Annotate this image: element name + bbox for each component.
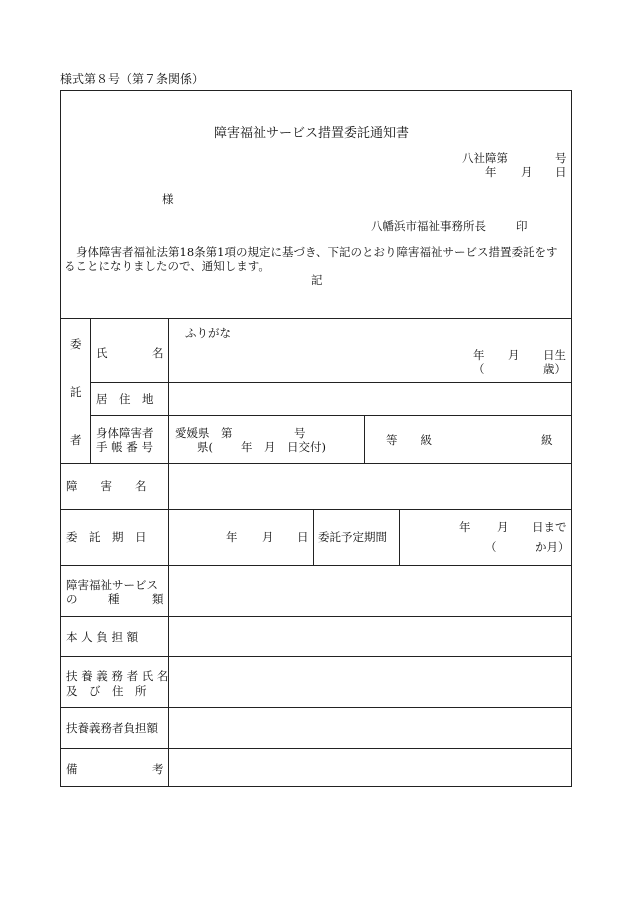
supporter-name-label: 扶 養 義 務 者 氏 名 — [66, 669, 169, 683]
handbook-label-line-2: 手 帳 番 号 — [96, 440, 153, 454]
ki-mark: 記 — [311, 273, 323, 287]
birth-day-label: 日生 — [543, 348, 566, 362]
group-label-char-1: 委 — [70, 337, 82, 351]
handbook-label-line-1: 身体障害者 — [96, 426, 154, 440]
commission-month: 月 — [262, 530, 274, 544]
period-column-divider-1 — [313, 509, 314, 565]
planned-period-label: 委託予定期間 — [318, 530, 387, 544]
handbook-value-issue-date: 年 月 日交付) — [241, 440, 326, 454]
age-open-paren: （ — [473, 362, 485, 376]
remarks-label-char-2: 考 — [152, 762, 164, 776]
birth-year-label: 年 — [473, 348, 485, 362]
commission-day: 日 — [297, 530, 309, 544]
issue-year: 年 — [485, 165, 497, 179]
row-divider-disability — [60, 509, 572, 510]
row-divider-self-burden — [60, 656, 572, 657]
planned-months-close: か月） — [535, 540, 570, 554]
form-number-label: 様式第８号（第７条関係） — [60, 72, 205, 86]
supporter-burden-label: 扶養義務者負担額 — [66, 721, 158, 735]
grade-unit: 級 — [541, 433, 553, 447]
remarks-label-char-1: 備 — [66, 762, 78, 776]
self-burden-label: 本 人 負 担 額 — [66, 630, 139, 644]
commission-date-label: 委 託 期 日 — [66, 530, 147, 544]
disability-name-label: 障 害 名 — [66, 479, 147, 493]
planned-month: 月 — [497, 520, 509, 534]
body-text-line-2: ることになりましたので、通知します。 — [64, 259, 270, 273]
row-divider-handbook — [60, 463, 572, 464]
issue-day: 日 — [555, 165, 567, 179]
name-label-char-2: 名 — [152, 346, 164, 360]
row-divider-supporter — [60, 707, 572, 708]
service-type-label-line-1: 障害福祉サービス — [66, 578, 158, 592]
group-label-char-3: 者 — [70, 433, 82, 447]
group-column-divider — [90, 318, 91, 463]
seal-mark: 印 — [516, 219, 528, 233]
addressee-honorific: 様 — [162, 192, 174, 206]
handbook-value-prefecture: 愛媛県 第 — [175, 426, 233, 440]
grade-column-divider — [364, 415, 365, 463]
issuer-name: 八幡浜市福祉事務所長 — [371, 219, 486, 233]
row-divider-supporter-burden — [60, 748, 572, 749]
doc-number-prefix: 八社障第 — [462, 151, 508, 165]
label-column-divider — [168, 318, 169, 787]
birth-month-label: 月 — [508, 348, 520, 362]
planned-until: 日まで — [532, 520, 567, 534]
planned-year: 年 — [459, 520, 471, 534]
group-label-char-2: 託 — [70, 385, 82, 399]
furigana-label: ふりがな — [185, 326, 231, 340]
row-divider-address — [90, 415, 572, 416]
doc-number-suffix: 号 — [555, 151, 567, 165]
service-type-label-no: の — [66, 592, 78, 606]
address-label: 居 住 地 — [96, 392, 154, 406]
planned-months-open-paren: （ — [485, 540, 497, 554]
table-top-border — [60, 318, 572, 319]
service-type-label-rui: 類 — [152, 592, 164, 606]
row-divider-period — [60, 565, 572, 566]
handbook-value-number-suffix: 号 — [294, 426, 306, 440]
handbook-value-other-prefecture: 県( — [197, 440, 213, 454]
period-column-divider-2 — [399, 509, 400, 565]
commission-year: 年 — [226, 530, 238, 544]
issue-month: 月 — [521, 165, 533, 179]
grade-label: 等 級 — [386, 433, 432, 447]
age-close-label: 歳） — [543, 362, 566, 376]
supporter-address-label: 及 び 住 所 — [66, 684, 147, 698]
row-divider-service — [60, 616, 572, 617]
service-type-label-shu: 種 — [108, 592, 120, 606]
body-text-line-1: 身体障害者福祉法第18条第1項の規定に基づき、下記のとおり障害福祉サービス措置委託をす — [76, 245, 558, 259]
name-label-char-1: 氏 — [96, 346, 108, 360]
document-title: 障害福祉サービス措置委託通知書 — [214, 126, 410, 141]
row-divider-name — [90, 382, 572, 383]
